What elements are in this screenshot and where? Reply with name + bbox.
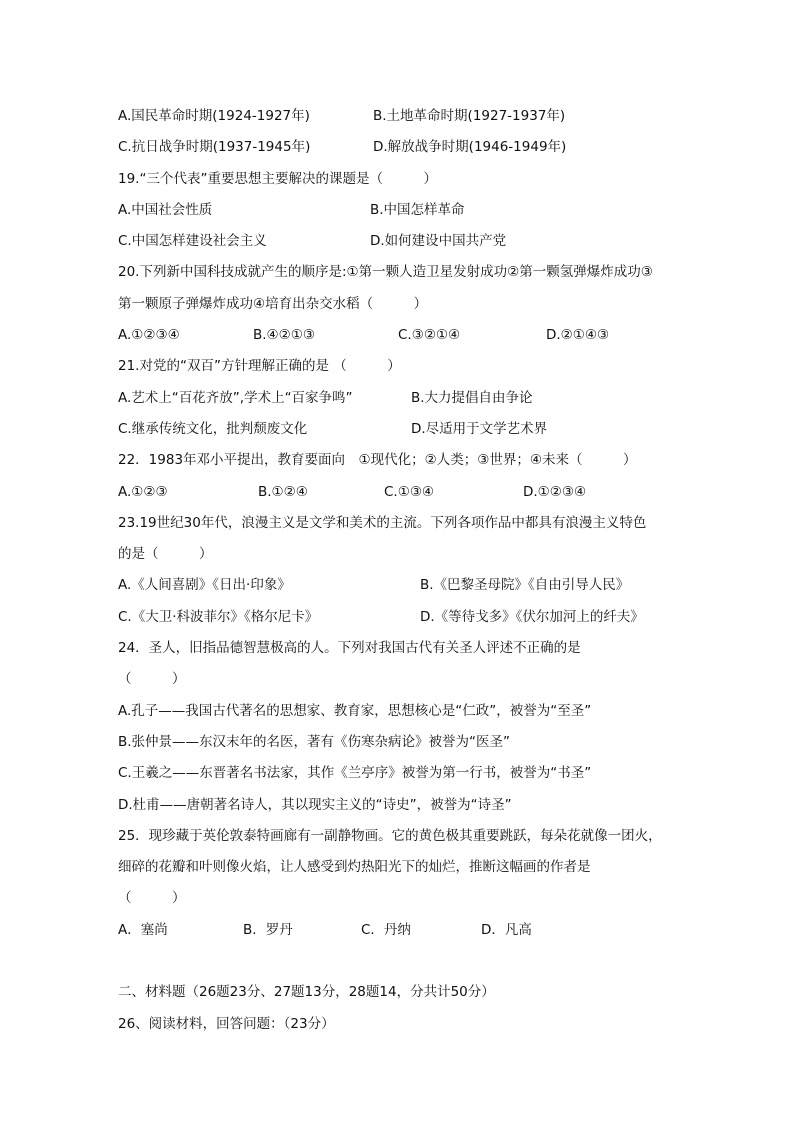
q21-options-row-1 (118, 383, 698, 414)
q20-options-row (118, 320, 698, 351)
q19-option-a: A.中国社会性质 (118, 201, 213, 218)
q23-option-d: D.《等待戈多》《伏尔加河上的纤夫》 (420, 608, 644, 625)
q24-option-b: B.张仲景——东汉末年的名医，著有《伤寒杂病论》被誉为“医圣” (118, 733, 511, 750)
q18-option-b: B.土地革命时期(1927-1937年) (373, 108, 566, 124)
q19-option-d: D.如何建设中国共产党 (370, 233, 507, 250)
q22-option-d: D.①②③④ (523, 483, 587, 500)
q20-option-c: C.③②①④ (398, 327, 461, 344)
q18-option-c: C.抗日战争时期(1937-1945年) (118, 139, 311, 156)
q20-option-d: D.②①④③ (546, 327, 610, 344)
q19-option-c: C.中国怎样建设社会主义 (118, 233, 267, 250)
q19-options-row-1 (118, 195, 698, 226)
q21-option-c: C.继承传统文化，批判颓废文化 (118, 420, 308, 437)
q25-stem-line-3: （ ） (118, 890, 186, 907)
q24-stem-line-2: （ ） (118, 671, 186, 688)
q23-stem-line-1: 23.19世纪30年代，浪漫主义是文学和美术的主流。下列各项作品中都具有浪漫主义特色 (118, 514, 647, 531)
q25-option-a: A．塞尚 (118, 921, 168, 938)
q20-option-a: A.①②③④ (118, 327, 180, 344)
section-spacer (118, 946, 698, 977)
q21-option-a: A.艺术上“百花齐放”,学术上“百家争鸣” (118, 389, 353, 406)
q22-options-row (118, 477, 698, 508)
q21-options-row-2 (118, 414, 698, 445)
q25-options-row (118, 915, 698, 946)
q20-stem-line-1: 20.下列新中国科技成就产生的顺序是:①第一颗人造卫星发射成功②第一颗氢弹爆炸成功③ (118, 264, 653, 281)
q18-options-row-2 (118, 132, 698, 163)
q23-option-b: B.《巴黎圣母院》《自由引导人民》 (420, 577, 630, 594)
q21-option-b: B.大力提倡自由争论 (411, 389, 533, 406)
q22-stem: 22．1983年邓小平提出，教育要面向 ①现代化；②人类；③世界；④未来（ ） (118, 452, 637, 469)
q25-option-b: B．罗丹 (243, 921, 293, 938)
q19-stem: 19.“三个代表”重要思想主要解决的课题是（ ） (118, 170, 437, 187)
q19-option-b: B.中国怎样革命 (370, 201, 465, 218)
q24-stem-line-1: 24．圣人，旧指品德智慧极高的人。下列对我国古代有关圣人评述不正确的是 (118, 640, 581, 657)
q21-option-d: D.尽适用于文学艺术界 (411, 420, 548, 437)
q24-option-a: A.孔子——我国古代著名的思想家、教育家，思想核心是“仁政”，被誉为“至圣” (118, 702, 592, 719)
q18-option-d: D.解放战争时期(1946-1949年) (373, 139, 567, 156)
q23-option-c: C.《大卫·科波菲尔》《格尔尼卡》 (118, 608, 319, 625)
exam-page (118, 101, 698, 1040)
q23-option-a: A.《人间喜剧》《日出·印象》 (118, 577, 291, 594)
q22-option-c: C.①③④ (384, 483, 435, 500)
q20-option-b: B.④②①③ (253, 327, 315, 344)
q24-option-c: C.王羲之——东晋著名书法家，其作《兰亭序》被誉为第一行书，被誉为“书圣” (118, 765, 592, 782)
q23-stem-line-2: 的是（ ） (118, 546, 213, 563)
section-2-title: 二、材料题（26题23分、27题13分，28题14，分共计50分） (118, 984, 495, 1001)
q24-option-d: D.杜甫——唐朝著名诗人，其以现实主义的“诗史”，被誉为“诗圣” (118, 796, 512, 813)
q22-option-b: B.①②④ (258, 483, 308, 500)
q25-option-c: C．丹纳 (361, 921, 411, 938)
q20-stem-line-2: 第一颗原子弹爆炸成功④培育出杂交水稻（ ） (118, 295, 428, 312)
q23-options-row-2 (118, 602, 698, 633)
q18-options-row-1 (118, 101, 698, 132)
q19-options-row-2 (118, 226, 698, 257)
q23-options-row-1 (118, 570, 698, 601)
q22-option-a: A.①②③ (118, 483, 168, 500)
q25-stem-line-1: 25．现珍藏于英伦敦泰特画廊有一副静物画。它的黄色极其重要跳跃，每朵花就像一团火， (118, 827, 662, 844)
q18-option-a: A.国民革命时期(1924-1927年) (118, 108, 310, 124)
q25-option-d: D．凡高 (481, 921, 532, 938)
q21-stem: 21.对党的“双百”方针理解正确的是 （ ） (118, 358, 401, 375)
q25-stem-line-2: 细碎的花瓣和叶则像火焰，让人感受到灼热阳光下的灿烂，推断这幅画的作者是 (118, 859, 591, 876)
q26-stem: 26、阅读材料，回答问题：（23分） (118, 1015, 335, 1032)
